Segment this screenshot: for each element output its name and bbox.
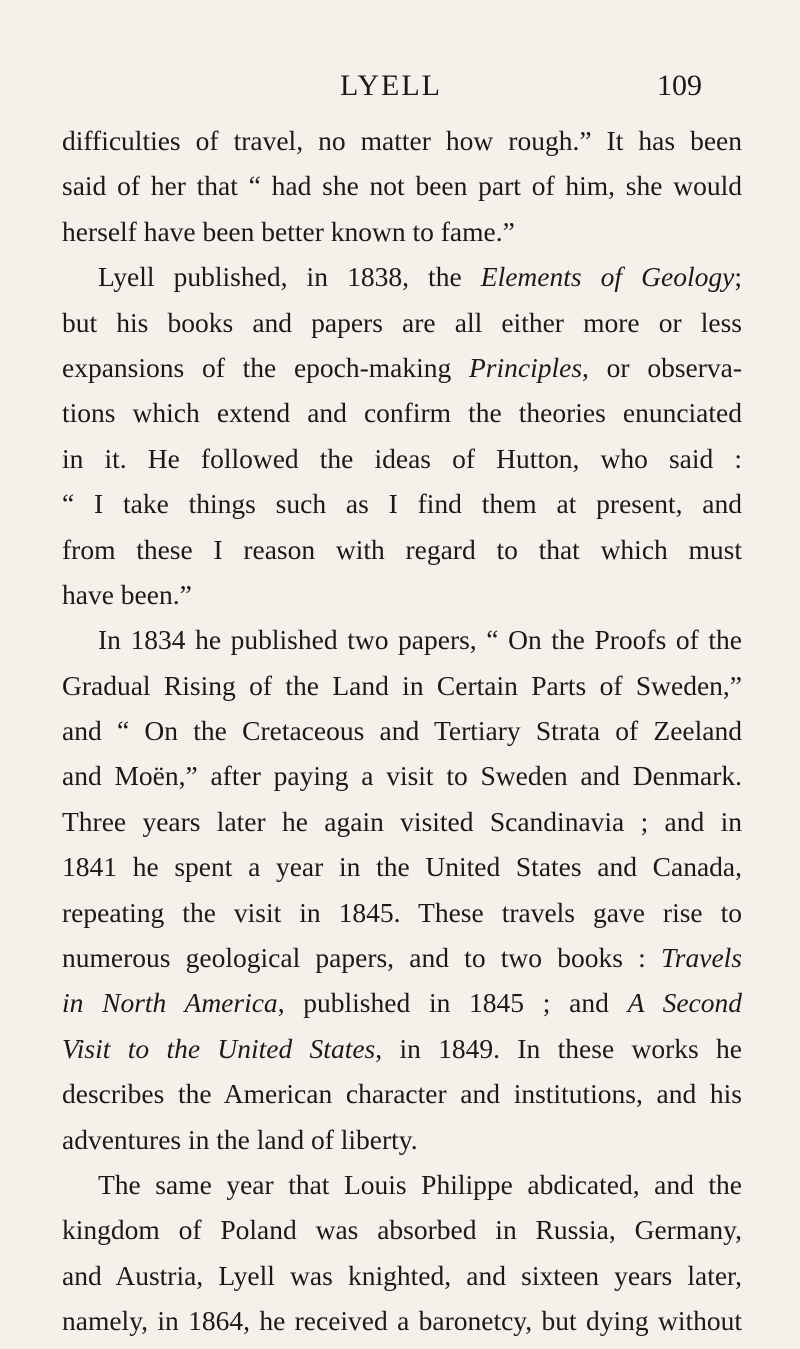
text-line-14: and “ On the Cretaceous and Tertiary Strata of Zeeland [62, 715, 742, 747]
text-line-3: herself have been better known to fame.” [62, 215, 515, 247]
text-line-26: and Austria, Lyell was knighted, and sixteen years later, [62, 1259, 742, 1291]
text-line-24: The same year that Louis Philippe abdicated, and the [98, 1168, 742, 1200]
text-line-21 [62, 1026, 742, 1071]
text-line-27: namely, in 1864, he received a baronetcy, but dying without [62, 1305, 742, 1337]
text-line-6 [62, 345, 742, 390]
page-number: 109 [657, 69, 702, 102]
text-line-16: Three years later he again visited Scandinavia ; and in [62, 805, 742, 837]
book-title-principles: Principles [469, 351, 583, 383]
text-line-18: repeating the visit in 1845. These travels gave rise to [62, 896, 742, 928]
text-line-4 [62, 254, 742, 299]
text-line-22: describes the American character and institutions, and his [62, 1078, 742, 1110]
book-title-travels: Travels [661, 942, 742, 974]
text-line-19 [62, 935, 742, 980]
line-20-part-1: , published in 1845 ; and [277, 987, 628, 1019]
running-head: LYELL [340, 69, 442, 102]
book-title-in-north-america: in North America [62, 987, 278, 1019]
text-line-25: kingdom of Poland was absorbed in Russia, Germany, [62, 1214, 742, 1246]
text-line-11: have been.” [62, 578, 192, 610]
line-21-part-1: , in 1849. In these works he [375, 1032, 742, 1064]
text-line-2: said of her that “ had she not been part of him, she would [62, 170, 742, 202]
line-6-part-2: , or observa- [582, 351, 742, 383]
text-line-9: “ I take things such as I find them at present, and [62, 488, 742, 520]
body-text [62, 118, 742, 1344]
text-line-5: but his books and papers are all either more or less [62, 306, 742, 338]
text-line-12: In 1834 he published two papers, “ On the Proofs of the [98, 624, 742, 656]
text-line-7: tions which extend and confirm the theories enunciated [62, 397, 742, 429]
book-title-elements-of-geology: Elements of Geology [480, 261, 735, 293]
text-line-10: from these I reason with regard to that which must [62, 533, 742, 565]
text-line-1: difficulties of travel, no matter how rough.” It has been [62, 125, 742, 156]
book-title-visit-to-the-united-states: Visit to the United States [62, 1032, 376, 1064]
line-6-part-1: expansions of the epoch-making [62, 351, 469, 383]
line-4-part-1: Lyell published, in 1838, the [98, 261, 481, 293]
text-line-20 [62, 980, 742, 1025]
text-line-23: adventures in the land of liberty. [62, 1123, 418, 1155]
text-line-8: in it. He followed the ideas of Hutton, who said : [62, 442, 742, 474]
text-line-13: Gradual Rising of the Land in Certain Parts of Sweden,” [62, 669, 742, 701]
book-title-a-second: A Second [627, 987, 742, 1019]
text-line-15: and Moën,” after paying a visit to Sweden and Denmark. [62, 760, 742, 792]
line-19-part-1: numerous geological papers, and to two books : [62, 942, 662, 974]
page-header [0, 66, 800, 106]
line-4-part-2: ; [734, 261, 742, 293]
text-line-17: 1841 he spent a year in the United States and Canada, [62, 851, 742, 883]
